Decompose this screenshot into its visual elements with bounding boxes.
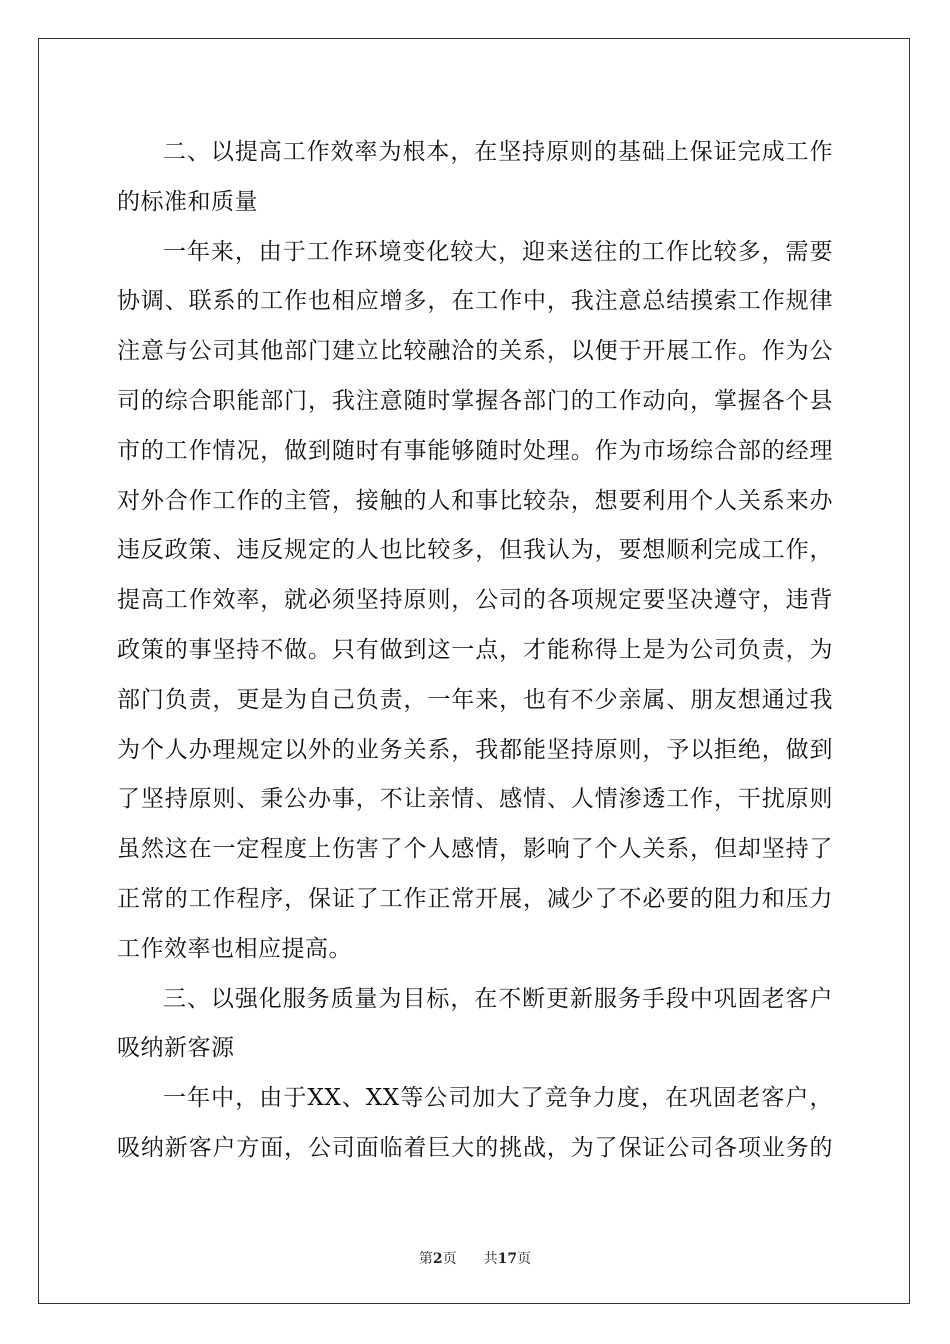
heading-section-3-line-2: 吸纳新客源	[117, 1035, 235, 1062]
paragraph-line: 部门负责，更是为自己负责，一年来，也有不少亲属、朋友想通过我	[117, 686, 833, 713]
total-page-number: 17	[497, 1251, 518, 1267]
page-prefix: 第	[418, 1251, 433, 1267]
paragraph-line: 市的工作情况，做到随时有事能够随时处理。作为市场综合部的经理	[117, 437, 833, 464]
total-prefix: 共	[483, 1251, 498, 1267]
paragraph-line: 为个人办理规定以外的业务关系，我都能坚持原则，予以拒绝，做到	[117, 736, 833, 763]
page-number	[419, 1248, 457, 1268]
paragraph-line: 注意与公司其他部门建立比较融洽的关系，以便于开展工作。作为公	[117, 338, 833, 365]
heading-section-2-line-2: 的标准和质量	[117, 188, 258, 215]
paragraph-line: 一年来，由于工作环境变化较大，迎来送往的工作比较多，需要	[163, 238, 833, 265]
heading-section-2-line-1: 二、以提高工作效率为根本，在坚持原则的基础上保证完成工作	[163, 139, 833, 165]
paragraph-line: 提高工作效率，就必须坚持原则，公司的各项规定要坚决遵守，违背	[117, 587, 833, 614]
paragraph-line: 一年中，由于XX、XX等公司加大了竞争力度，在巩固老客户，	[163, 1085, 833, 1112]
document-body	[117, 128, 833, 1174]
paragraph-line: 了坚持原则、秉公办事，不让亲情、感情、人情渗透工作，干扰原则	[117, 786, 833, 813]
page-suffix: 页	[442, 1251, 457, 1267]
total-suffix: 页	[517, 1251, 532, 1267]
paragraph-line: 协调、联系的工作也相应增多，在工作中，我注意总结摸索工作规律	[117, 288, 833, 315]
paragraph-line: 工作效率也相应提高。	[117, 935, 352, 962]
current-page-number: 2	[432, 1251, 443, 1267]
page-footer	[0, 1248, 950, 1268]
paragraph-line: 司的综合职能部门，我注意随时掌握各部门的工作动向，掌握各个县	[117, 387, 833, 414]
heading-section-3-line-1: 三、以强化服务质量为目标，在不断更新服务手段中巩固老客户	[163, 985, 833, 1012]
paragraph-line: 对外合作工作的主管，接触的人和事比较杂，想要利用个人关系来办	[117, 487, 833, 514]
paragraph-line: 正常的工作程序，保证了工作正常开展，减少了不必要的阻力和压力	[117, 885, 833, 912]
paragraph-line: 违反政策、违反规定的人也比较多，但我认为，要想顺利完成工作，	[117, 537, 833, 564]
paragraph-line: 政策的事坚持不做。只有做到这一点，才能称得上是为公司负责，为	[117, 636, 833, 663]
paragraph-line: 虽然这在一定程度上伤害了个人感情，影响了个人关系，但却坚持了	[117, 836, 833, 863]
paragraph-line: 吸纳新客户方面，公司面临着巨大的挑战，为了保证公司各项业务的	[117, 1134, 833, 1161]
page-total	[484, 1248, 531, 1268]
